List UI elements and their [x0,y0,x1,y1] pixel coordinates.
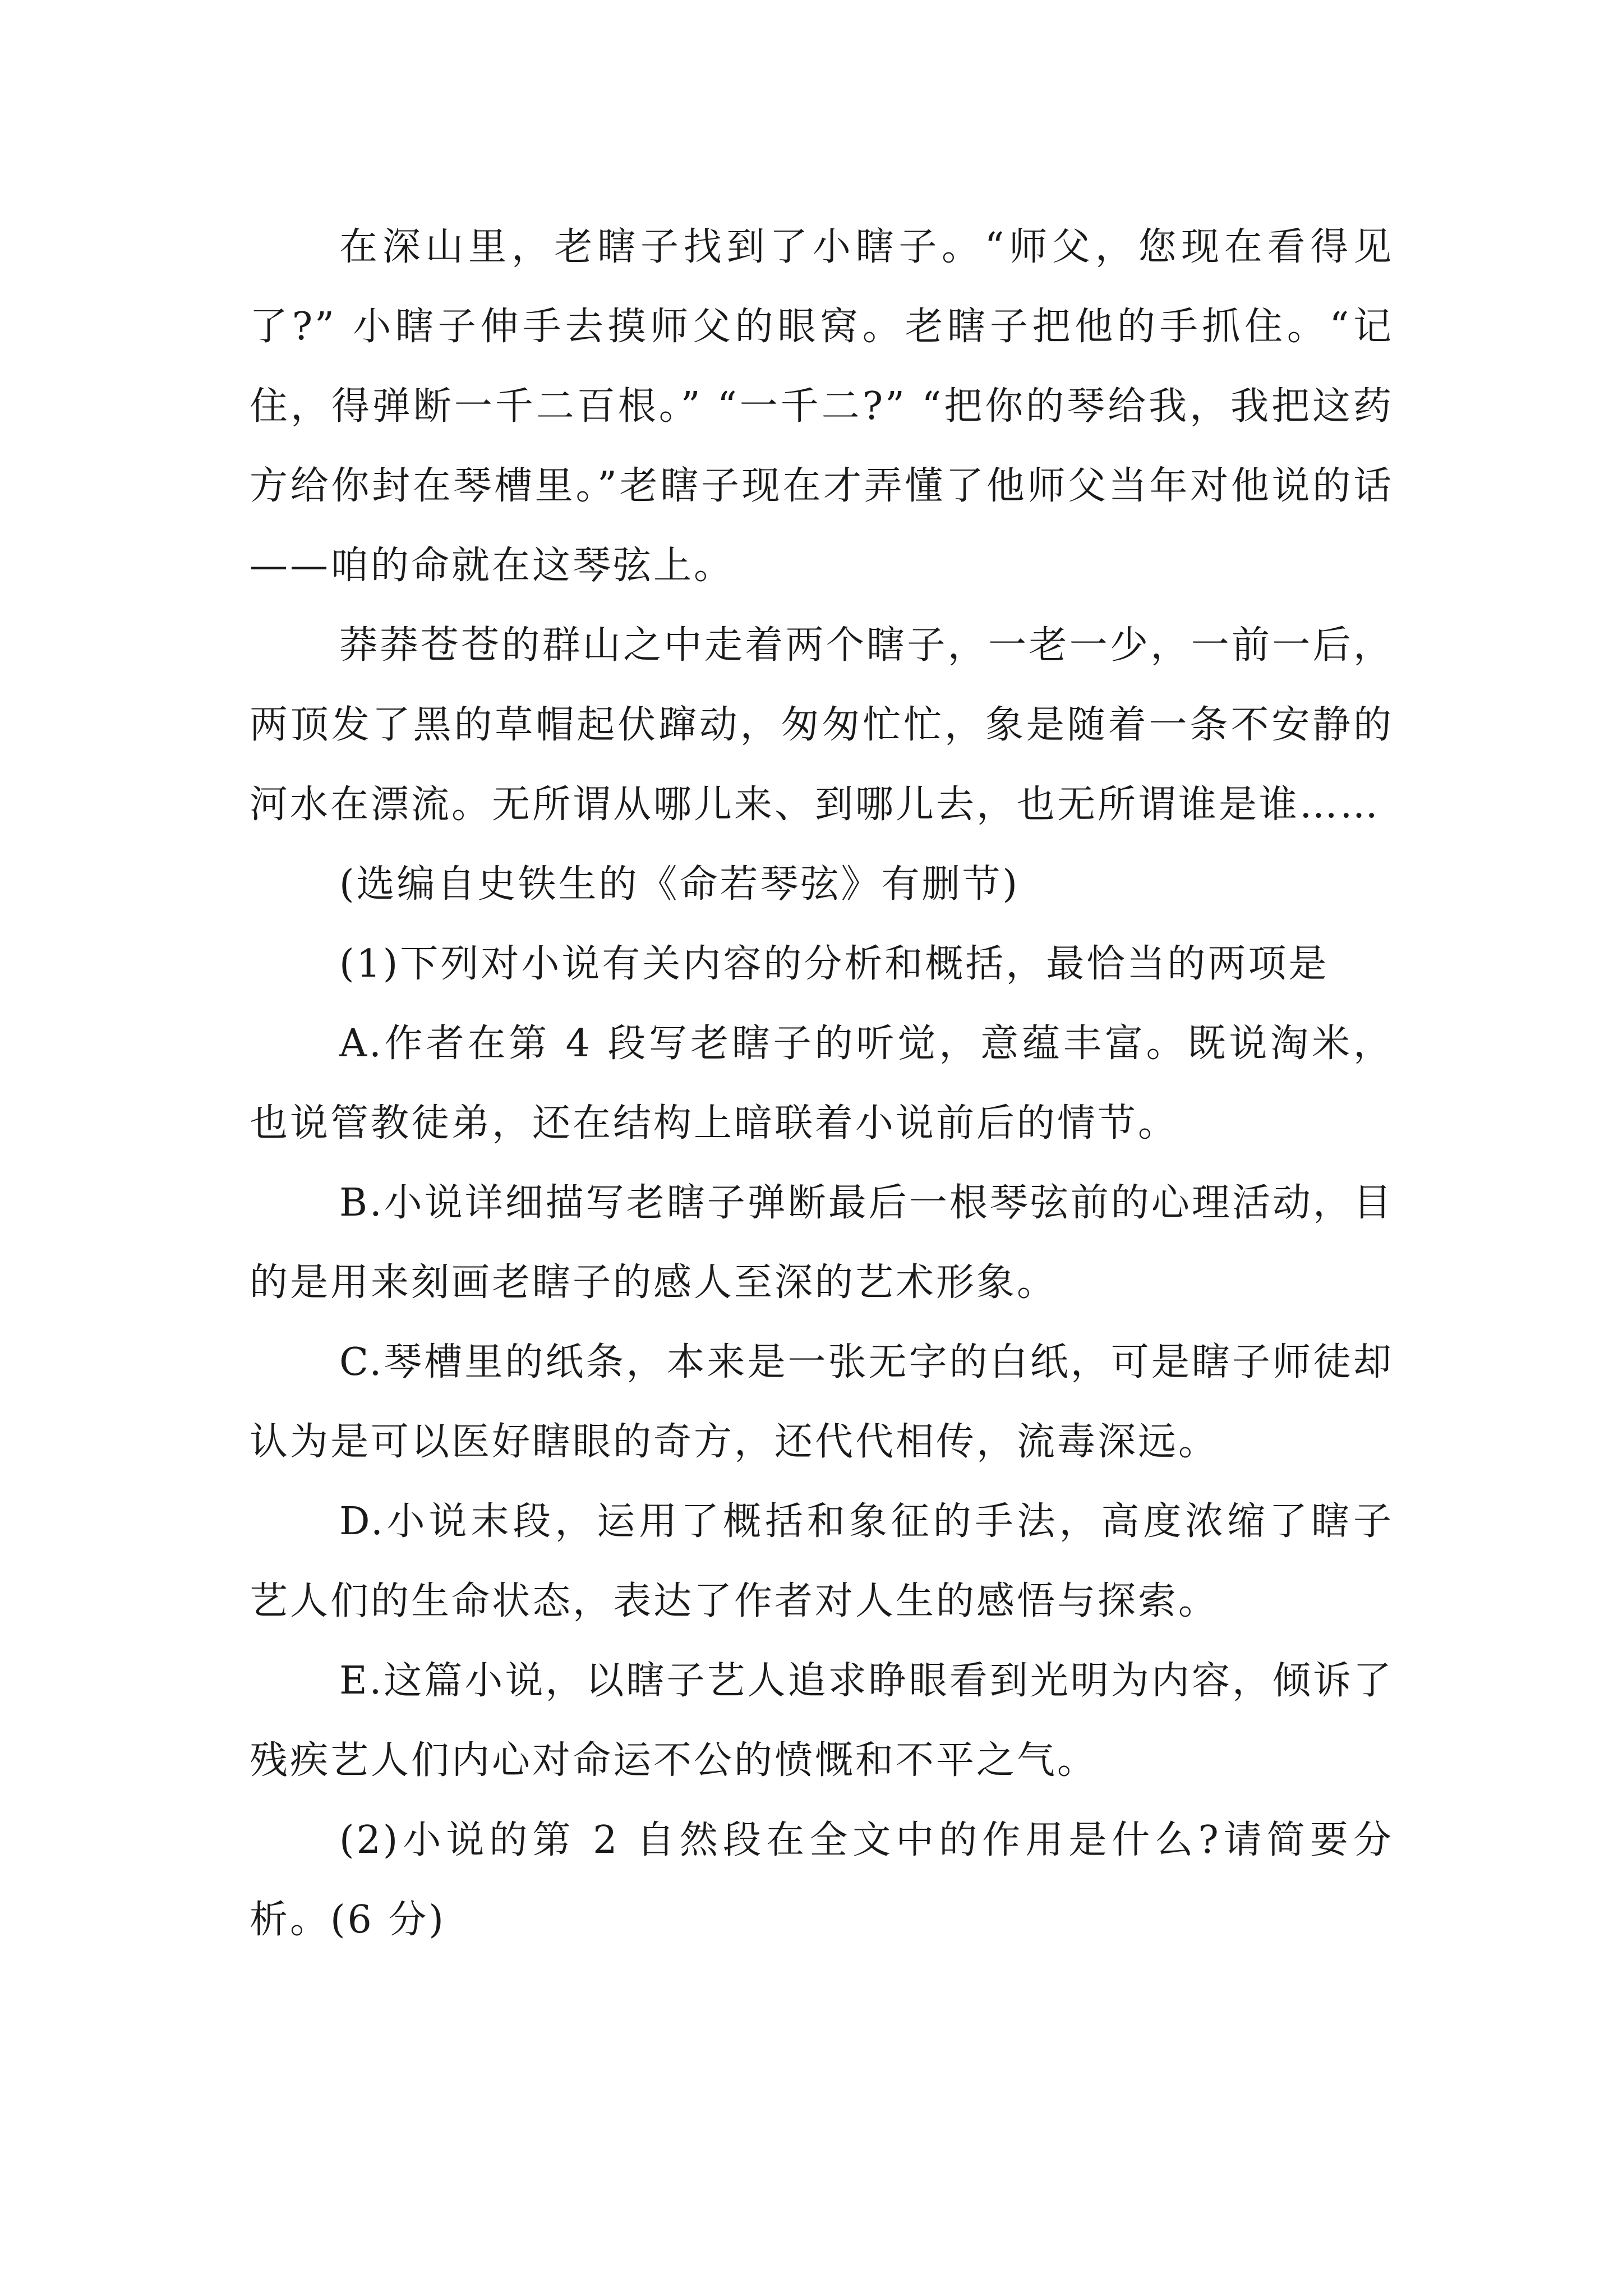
story-paragraph-1: 在深山里，老瞎子找到了小瞎子。“师父，您现在看得见了?” 小瞎子伸手去摸师父的眼窝。老瞎子把他的手抓住。“记住，得弹断一千二百根。” “一千二?” “把你的琴给我，我把这药方给你封在琴槽里。”老瞎子现在才弄懂了他师父当年对他说的话——咱的命就在这琴弦上。 [250,225,1394,588]
question-2-prompt: (2)小说的第 2 自然段在全文中的作用是什么?请简要分析。(6 分) [250,1818,1394,1942]
story-paragraph-2: 莽莽苍苍的群山之中走着两个瞎子，一老一少，一前一后，两顶发了黑的草帽起伏蹿动，匆匆忙忙，象是随着一条不安静的河水在漂流。无所谓从哪儿来、到哪儿去，也无所谓谁是谁…… [250,623,1394,827]
source-note: (选编自史铁生的《命若琴弦》有删节) [339,862,1020,907]
option-e: E.这篇小说，以瞎子艺人追求睁眼看到光明为内容，倾诉了残疾艺人们内心对命运不公的愤慨和不平之气。 [250,1659,1394,1783]
option-d: D.小说末段，运用了概括和象征的手法，高度浓缩了瞎子艺人们的生命状态，表达了作者对人生的感悟与探索。 [250,1499,1394,1623]
question-1-prompt: (1)下列对小说有关内容的分析和概括，最恰当的两项是 [339,942,1329,986]
document-body [250,208,1394,1960]
option-b: B.小说详细描写老瞎子弹断最后一根琴弦前的心理活动，目的是用来刻画老瞎子的感人至深的艺术形象。 [250,1181,1394,1305]
option-c: C.琴槽里的纸条，本来是一张无字的白纸，可是瞎子师徒却认为是可以医好瞎眼的奇方，还代代相传，流毒深远。 [250,1340,1394,1464]
option-a: A.作者在第 4 段写老瞎子的听觉，意蕴丰富。既说淘米，也说管教徒弟，还在结构上暗联着小说前后的情节。 [250,1022,1394,1145]
